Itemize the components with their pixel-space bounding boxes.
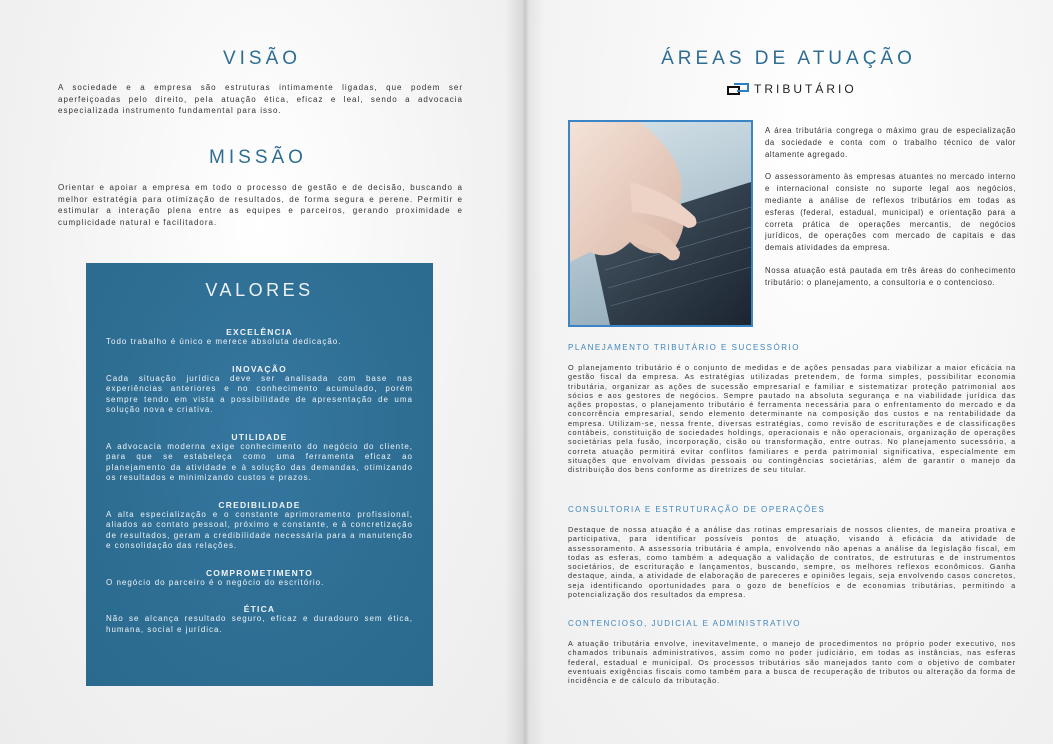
- hand-keyboard-image: [570, 122, 751, 325]
- valor-title: CREDIBILIDADE: [218, 499, 301, 510]
- section-text-planejamento: O planejamento tributário é o conjunto de medidas e de ações pensadas para viabilizar a maior eficácia na gestão fiscal da empresa. As estratégias utilizadas pretendem, de forma simples, possibilitar economia tributária, organizar as ações de sucessão empresarial e familiar e sistematizar proteção patrimonial aos sócios e aos gestores de negócios. Sempre pautado na absoluta segurança e na viabilidade jurídica das ações propostas, o planejamento tributário é ferramenta necessária para o enfrentamento do mercado e da concorrência empresarial, sendo elemento determinante na composição dos custos e na rentabilidade da empresa. Utilizam-se, nessa frente, diversas estratégias, como revisão de escriturações e de classificações contábeis, constituição de sociedades holdings, operacionais e não operacionais, organização de operações societárias pela fusão, incorporação, cisão ou transformação, entre outras. No planejamento sucessório, a correta atuação permitirá evitar conflitos familiares e perda patrimonial significativa, especialmente em situações que envolvam dívidas pessoais ou contingências societárias, além de garantir o manejo da distribuição dos bens conforme as diretrizes de seu titular.: [568, 363, 1016, 475]
- missao-text: Orientar e apoiar a empresa em todo o processo de gestão e de decisão, buscando a melhor estratégia para otimização de resultados, de forma segura e perene. Permitir e estimular a interação plena entre as equipes e parceiros, gerando proximidade e cumplicidade natural e facilitadora.: [58, 183, 463, 227]
- section-title-consultoria: CONSULTORIA E ESTRUTURAÇÃO DE OPERAÇÕES: [568, 505, 826, 514]
- visao-title: VISÃO: [222, 48, 302, 69]
- section-text-contencioso: A atuação tributária envolve, inevitavelmente, o manejo de procedimentos no próprio poder executivo, nos chamados tribunais administrativos, assim como no poder judiciário, em todas as instâncias, nas esferas federal, estadual e municipal. Os processos tributários são manejados tanto com o objetivo de combater eventuais exigências fiscais como também para a busca de recuperação de tributos ou alteração da forma de incidência e de cálculo da tributação.: [568, 639, 1016, 686]
- subtitle: TRIBUTÁRIO: [754, 82, 857, 96]
- book-spine-shadow: [505, 0, 545, 744]
- left-page: [0, 0, 524, 744]
- right-page: [524, 0, 1053, 744]
- intro-text: [765, 125, 1016, 289]
- areas-title: ÁREAS DE ATUAÇÃO: [661, 48, 916, 69]
- valor-item: [106, 364, 413, 416]
- valor-text: Cada situação jurídica deve ser analisada com base nas experiências anteriores e no conhecimento acumulado, porém sempre tendo em vista a possibilidade de apresentação de uma solução nova e criativa.: [106, 373, 413, 414]
- valor-item: [106, 327, 413, 348]
- intro-paragraph: A área tributária congrega o máximo grau de especialização da sociedade e conta com o trabalho técnico de valor altamente agregado.: [765, 126, 1016, 159]
- valor-text: A advocacia moderna exige conhecimento do negócio do cliente, para que se estabeleça como uma ferramenta eficaz ao planejamento da atividade e à solução das demandas, otimizando os resultados e minimizando custos e prazos.: [106, 441, 413, 482]
- valor-text: A alta especialização e o constante aprimoramento profissional, aliados ao contato pessoal, próximo e constante, e à concretização de resultados, geram a credibilidade necessária para a manutenção e consolidação das relações.: [106, 509, 413, 550]
- valor-title: INOVAÇÃO: [232, 363, 287, 374]
- keyboard-photo: [568, 120, 753, 327]
- intro-paragraph: O assessoramento às empresas atuantes no mercado interno e internacional consiste no suporte legal aos negócios, mediante a análise de reflexos tributários em todas as esferas (federal, estadual, municipal) e orientação para a correta prática de operações mercantis, de negócios jurídicos, de operações com mercado de capitais e das demais atividades da empresa.: [765, 172, 1016, 253]
- valor-item: [106, 604, 413, 635]
- valor-item: [106, 432, 413, 484]
- valores-title: VALORES: [205, 280, 314, 300]
- valores-box: [86, 263, 433, 686]
- valor-item: [106, 500, 413, 552]
- section-text-consultoria: Destaque de nossa atuação é a análise das rotinas empresariais de nossos clientes, de maneira proativa e participativa, para identificar possíveis pontos de atuação, visando à eficácia da atividade de assessoramento. A assessoria tributária é ampla, envolvendo não apenas a análise da legislação fiscal, em todas as esferas, como também a adequação a validação de contratos, de estruturas e de instrumentos societários, de escrituração e lançamentos, buscando, sempre, os melhores reflexos econômicos. Ganha destaque, ainda, a atividade de elaboração de pareceres e opiniões legais, seja envolvendo casos concretos, seja identificando oportunidades para o gozo de benefícios e de economias tributárias, permitindo a potencialização dos resultados da empresa.: [568, 525, 1016, 600]
- tributario-logo-icon: [727, 83, 749, 95]
- visao-text: A sociedade e a empresa são estruturas intimamente ligadas, que podem ser aperfeiçoadas pelo direito, pela atuação ética, eficaz e leal, sendo a advocacia especializada instrumento fundamental para isso.: [58, 83, 463, 115]
- valor-text: O negócio do parceiro é o negócio do escritório.: [106, 577, 325, 587]
- valor-title: COMPROMETIMENTO: [205, 567, 314, 578]
- section-title-planejamento: PLANEJAMENTO TRIBUTÁRIO E SUCESSÓRIO: [568, 343, 800, 352]
- missao-title: MISSÃO: [209, 147, 307, 168]
- valor-title: UTILIDADE: [231, 431, 288, 442]
- subtitle-row: [727, 82, 857, 96]
- section-title-contencioso: CONTENCIOSO, JUDICIAL E ADMINISTRATIVO: [568, 619, 802, 628]
- intro-paragraph: Nossa atuação está pautada em três áreas do conhecimento tributário: o planejamento, a consultoria e o contencioso.: [765, 265, 1016, 287]
- valor-title: ÉTICA: [243, 604, 276, 614]
- valor-text: Não se alcança resultado seguro, eficaz e duradouro sem ética, humana, social e jurídica.: [106, 614, 413, 634]
- valor-text: Todo trabalho é único e merece absoluta dedicação.: [106, 337, 342, 346]
- valor-item: [106, 568, 413, 589]
- valor-title: EXCELÊNCIA: [226, 327, 293, 337]
